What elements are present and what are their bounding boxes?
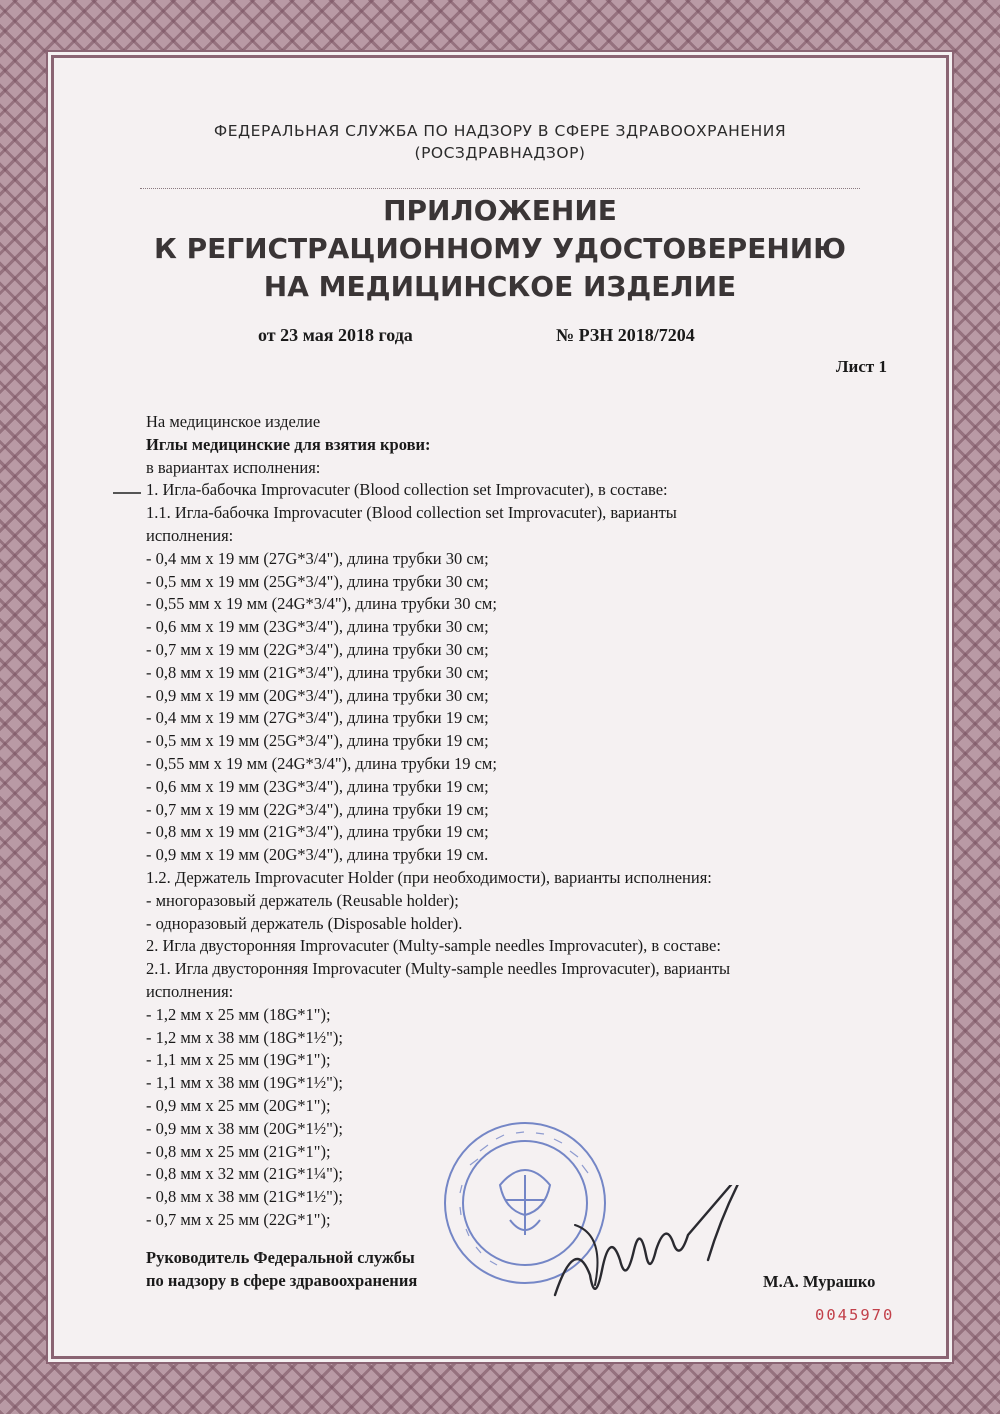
signatory-line-2: по надзору в сфере здравоохранения — [146, 1271, 418, 1290]
body-line: - 0,8 мм х 25 мм (21G*1"); — [146, 1141, 331, 1161]
body-line: - 0,9 мм х 19 мм (20G*3/4"), длина трубки 19 см. — [146, 845, 489, 865]
body-line: 1.2. Держатель Improvacuter Holder (при необходимости), варианты исполнения: — [146, 867, 712, 887]
body-line: - 0,7 мм х 25 мм (22G*1"); — [146, 1209, 331, 1229]
body-line: исполнения: — [146, 525, 234, 545]
title-line-1: ПРИЛОЖЕНИЕ — [383, 194, 617, 227]
body-line: - 0,8 мм х 19 мм (21G*3/4"), длина трубки 19 см; — [146, 822, 489, 842]
body-line: 1. Игла-бабочка Improvacuter (Blood collection set Improvacuter), в составе: — [146, 480, 668, 500]
margin-mark — [113, 492, 141, 494]
body-line: в вариантах исполнения: — [146, 457, 321, 477]
body-line: - 0,7 мм х 19 мм (22G*3/4"), длина трубки 19 см; — [146, 799, 489, 819]
serial-number: 0045970 — [815, 1306, 895, 1324]
body-line: - 0,9 мм х 38 мм (20G*1½"); — [146, 1118, 343, 1138]
header-divider — [140, 188, 860, 190]
body-line: - 0,6 мм х 19 мм (23G*3/4"), длина трубки 30 см; — [146, 617, 489, 637]
body-line: - 0,9 мм х 25 мм (20G*1"); — [146, 1095, 331, 1115]
body-line: - 1,1 мм х 25 мм (19G*1"); — [146, 1050, 331, 1070]
body-line: - 1,2 мм х 38 мм (18G*1½"); — [146, 1027, 343, 1047]
body-line: - 1,1 мм х 38 мм (19G*1½"); — [146, 1073, 343, 1093]
body-line: - одноразовый держатель (Disposable holder). — [146, 913, 463, 933]
registration-number: № РЗН 2018/7204 — [556, 325, 695, 345]
agency-abbreviation: (РОСЗДРАВНАДЗОР) — [414, 144, 586, 162]
body-line: Иглы медицинские для взятия крови: — [146, 434, 431, 454]
registration-date: от 23 мая 2018 года — [258, 325, 413, 345]
sheet-number: Лист 1 — [835, 357, 887, 376]
body-line: исполнения: — [146, 981, 234, 1001]
signatory-title — [146, 1246, 417, 1292]
body-line: - 0,5 мм х 19 мм (25G*3/4"), длина трубки 30 см; — [146, 571, 489, 591]
body-line: - 0,6 мм х 19 мм (23G*3/4"), длина трубки 19 см; — [146, 776, 489, 796]
title-line-2: К РЕГИСТРАЦИОННОМУ УДОСТОВЕРЕНИЮ — [153, 232, 847, 265]
body-line: - 0,55 мм х 19 мм (24G*3/4"), длина трубки 19 см; — [146, 753, 497, 773]
body-line: - 0,9 мм х 19 мм (20G*3/4"), длина трубки 30 см; — [146, 685, 489, 705]
body-line: - 0,8 мм х 32 мм (21G*1¼"); — [146, 1164, 343, 1184]
body-line: 2. Игла двусторонняя Improvacuter (Multy-sample needles Improvacuter), в составе: — [146, 936, 721, 956]
body-line: 1.1. Игла-бабочка Improvacuter (Blood collection set Improvacuter), варианты — [146, 503, 677, 523]
body-line: - 0,4 мм х 19 мм (27G*3/4"), длина трубки 19 см; — [146, 708, 489, 728]
body-line: - 0,8 мм х 38 мм (21G*1½"); — [146, 1187, 343, 1207]
agency-header — [0, 120, 1000, 164]
body-line: На медицинское изделие — [146, 412, 321, 431]
signatory-line-1: Руководитель Федеральной службы — [146, 1248, 415, 1267]
document-title — [0, 192, 1000, 306]
body-line: - 0,4 мм х 19 мм (27G*3/4"), длина трубки 30 см; — [146, 548, 489, 568]
body-line: - 0,5 мм х 19 мм (25G*3/4"), длина трубки 19 см; — [146, 731, 489, 751]
signer-name: М.А. Мурашко — [763, 1272, 876, 1291]
body-line: - многоразовый держатель (Reusable holder); — [146, 890, 459, 910]
title-line-3: НА МЕДИЦИНСКОЕ ИЗДЕЛИЕ — [263, 270, 737, 303]
body-line: - 1,2 мм х 25 мм (18G*1"); — [146, 1004, 331, 1024]
document-body — [146, 411, 886, 1232]
agency-name: ФЕДЕРАЛЬНАЯ СЛУЖБА ПО НАДЗОРУ В СФЕРЕ ЗДРАВООХРАНЕНИЯ — [213, 122, 787, 140]
body-line: 2.1. Игла двусторонняя Improvacuter (Multy-sample needles Improvacuter), варианты — [146, 959, 731, 979]
registration-meta — [0, 325, 1000, 351]
body-line: - 0,55 мм х 19 мм (24G*3/4"), длина трубки 30 см; — [146, 594, 497, 614]
signature-icon — [545, 1185, 775, 1315]
body-line: - 0,7 мм х 19 мм (22G*3/4"), длина трубки 30 см; — [146, 639, 489, 659]
body-line: - 0,8 мм х 19 мм (21G*3/4"), длина трубки 30 см; — [146, 662, 489, 682]
